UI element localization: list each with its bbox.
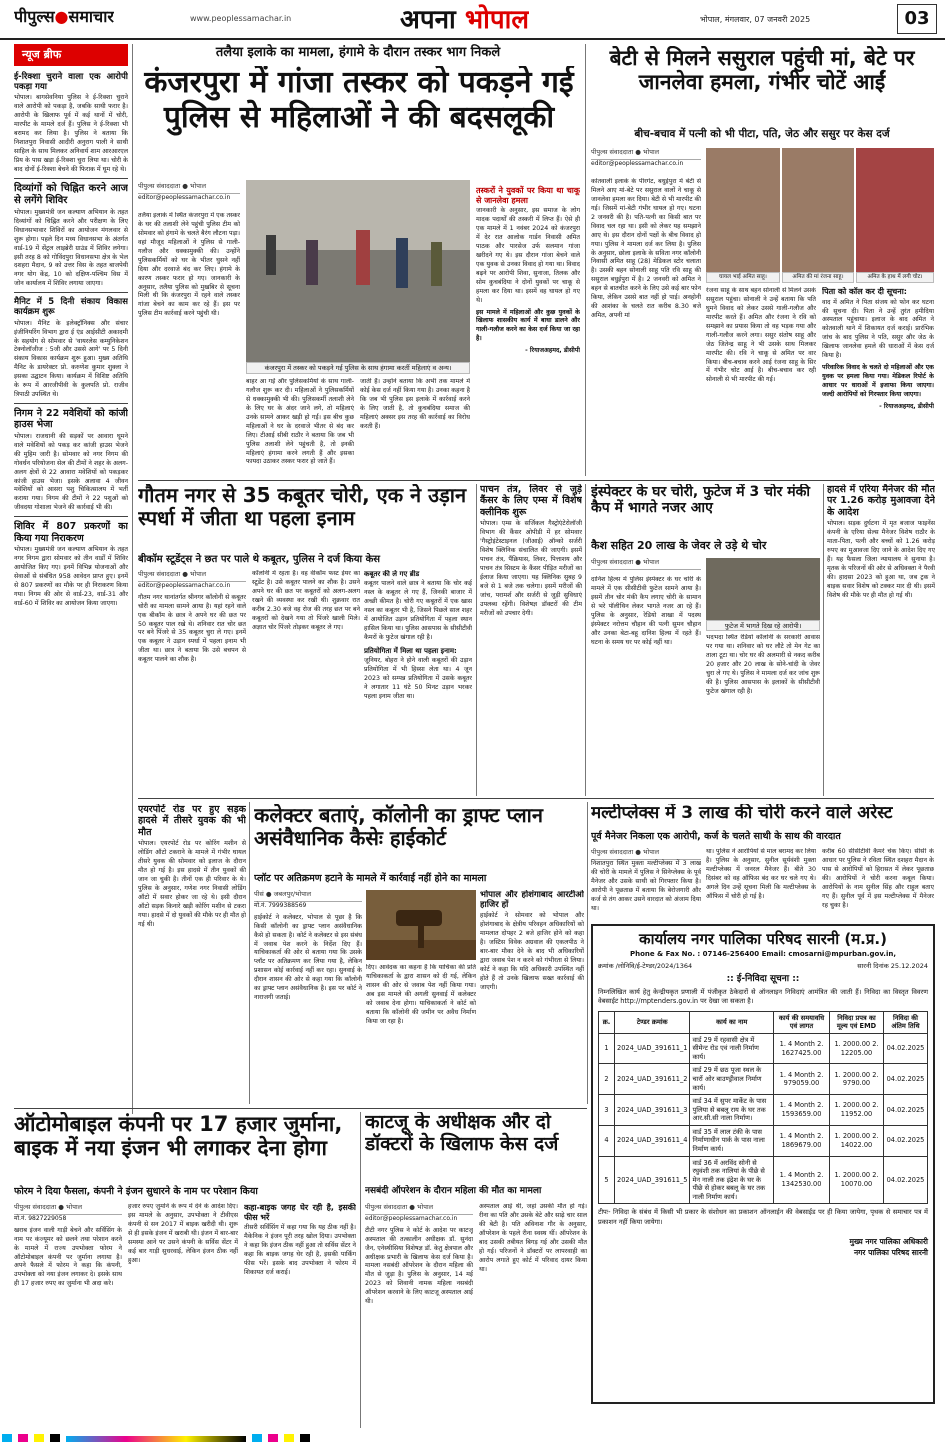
mother-side-body: वाद में अमित ने पिता संजय को फोन कर घटना की सूचना दी। पिता ने उन्हें तुरंत हमीदिया अस्पताल पहुंचाया। इलाज के बाद अमित ने कोतवाली थाने में शिकायत दर्ज कराई। प्रारंभिक जांच के बाद पुलिस ने पति, ससुर और जेठ के खिलाफ जानलेवा हमले की धाराओं में केस दर्ज किया है। bbox=[822, 298, 934, 360]
cell-tender: 2024_UAD_391611_5 bbox=[615, 1156, 690, 1204]
colony-side-body: हाईकोर्ट ने सोमवार को भोपाल और होशंगाबाद के क्षेत्रीय परिवहन अधिकारियों को मामलात दोपहर 2 बजे हाजिर होने को कहा है। जस्टिस विवेक अग्रवाल की एकलपीठ ने बार-बार मौका देने के बाद भी अधिकारियों द्वारा जवाब पेश न करने को गंभीरता से लिया। कोर्ट ने कहा कि यदि अधिकारी उपस्थित नहीं होते हैं तो उनके खिलाफ सख्त कार्रवाई की जाएगी। bbox=[480, 912, 584, 991]
pigeon-col-2: कॉलोनी में रहता है। वह वीकॉम फस्ट ईयर का स्टूडेंट है। उसे कबूतर पालने का शौक है। उसने अपने घर की छत पर कबूतरों को अलग-अलग रखने की व्यवस्था कर रखी थी। शुक्रवार रात करीब 2.30 बजे वह रोज की तरह छत पर बने कबूतरों को देखने गया तो पिंजरे खाली मिले। अज्ञात चोर पिंजरे तोड़कर कबूतर ले गए। bbox=[252, 570, 360, 631]
colony-side-column bbox=[480, 890, 584, 1104]
cell-no: 3 bbox=[599, 1095, 615, 1126]
cell-fee: 1. 2000.00 2. 9790.00 bbox=[830, 1064, 884, 1095]
brief-body: भोपाल। मैनिट के इलेक्ट्रॉनिक्स और संचार इंजीनियरिंग विभाग द्वारा ई एंड आईसीटी अकादमी के सहयोग से सोमवार से 'वायरलेस कम्युनिकेशन टेक्नोलॉजीज : 5जी और उससे आगे' पर 5 दिनी संकाय विकास कार्यक्रम शुरू हुआ। मुख्य अतिथि मैनिट के डायरेक्टर प्रो. करुणेश कुमार शुक्ला ने इसका उद्घाटन किया। कार्यक्रम में विशिष्ट अतिथि के रूप में आरजीपीवी के कुलपति प्रो. राजीव त्रिपाठी उपस्थित थे। bbox=[14, 319, 128, 399]
lead-sign: - रियाजअहमद, डीसीपी bbox=[525, 347, 580, 355]
pigeon-col-3-body: कबूतर पालने वाले छात्र ने बताया कि चोर कई नस्ल के कबूतर ले गए हैं, जिनकी बाजार में अच्छी कीमत है। चोरी गए कबूतरों में एक खास नस्ल का कबूतर भी है, जिसने पिछले साल शहर में आयोजित उड़ान प्रतियोगिता में पहला स्थान हासिल किया था। पुलिस आसपास के सीसीटीवी कैमरों के फुटेज खंगाल रही है। bbox=[364, 580, 472, 642]
mall-col-1-body: निशातपुरा स्थित मुक्ता मल्टीप्लेक्स में 3 लाख की चोरी के मामले में पुलिस ने सिनेप्लेक्स के पूर्व मैनेजर और उसके साथी को गिरफ्तार किया है। आरोपी ने पूछताछ में बताया कि बेरोजगारी और कर्ज से तंग आकर उसने वारदात को अंजाम दिया था। bbox=[591, 860, 701, 912]
cell-work: वार्ड 34 में सुपर मार्केट के पास पुलिया से बबलू राय के घर तक आर.सी.सी नाला निर्माण। bbox=[690, 1095, 774, 1126]
brief-item bbox=[14, 297, 128, 400]
auto-col-3 bbox=[244, 1203, 356, 1427]
mother-side-column bbox=[822, 287, 934, 478]
cell-tender: 2024_UAD_391611_4 bbox=[615, 1125, 690, 1156]
cell-no: 5 bbox=[599, 1156, 615, 1204]
brief-headline: निगम ने 22 मवेशियों को कांजी हाउस भेजा bbox=[14, 408, 128, 431]
cell-date: 04.02.2025 bbox=[884, 1095, 928, 1126]
cell-period: 1. 4 Month 2. 979059.00 bbox=[774, 1064, 830, 1095]
column-header: टेण्डर क्रमांक bbox=[615, 1011, 690, 1033]
tender-table bbox=[598, 1011, 928, 1205]
mall-headline: मल्टीप्लेक्स में 3 लाख की चोरी करने वाले अरेस्ट bbox=[591, 804, 893, 823]
cell-period: 1. 4 Month 2. 1627425.00 bbox=[774, 1033, 830, 1064]
column-header: क्र. bbox=[599, 1011, 615, 1033]
auto-col-3-subhead: कहा-बाइक जगह घेर रही है, इसकी फीस भरें bbox=[244, 1203, 356, 1222]
byline: पीपुल्स संवाददाता ● भोपाल bbox=[138, 570, 246, 582]
notice-ref-row bbox=[598, 962, 928, 971]
tender-notice bbox=[591, 924, 935, 1404]
pigeon-col-1 bbox=[138, 570, 246, 792]
cell-fee: 1. 2000.00 2. 10070.00 bbox=[830, 1156, 884, 1204]
auto-col-1-body: खराब इंजन वाली गाड़ी बेचने और सर्विसिंग के नाम पर कंज्यूमर को छलने तथा परेशान करने के मामले में राज्य उपभोक्ता फोरम ने ऑटोमोबाइल कंपनी पर जुर्माना लगाया है। अपने फैसले में फोरम ने कहा कि कंपनी, उपभोक्ता को नया इंजन लगाकर दे। इसके साथ ही 17 हजार रुपए का जुर्माना भी अदा करे। bbox=[14, 1226, 122, 1288]
cell-period: 1. 4 Month 2. 1593659.00 bbox=[774, 1095, 830, 1126]
colony-subhead: प्लॉट पर अतिक्रमण हटाने के मामले में कार्रवाई नहीं होने का मामला bbox=[254, 873, 487, 884]
lead-byline-block bbox=[138, 182, 240, 210]
black-swatch bbox=[300, 1434, 310, 1442]
notice-label: :: ई-निविदा सूचना :: bbox=[726, 974, 800, 985]
lead-kicker: तलैया इलाके का मामला, हंगामे के दौरान तस्कर भाग निकले bbox=[215, 45, 501, 60]
notice-sign-2: नगर पालिका परिषद सारनी bbox=[854, 1247, 928, 1257]
section-divider bbox=[14, 1108, 587, 1109]
cell-no: 1 bbox=[599, 1033, 615, 1064]
dateline: भोपाल, मंगलवार, 07 जनवरी 2025 bbox=[700, 15, 811, 24]
cyan-swatch bbox=[2, 1434, 12, 1442]
masthead bbox=[0, 0, 945, 40]
mall-col-1 bbox=[591, 848, 701, 920]
byline: पीपुल्स संवाददाता ● भोपाल bbox=[365, 1203, 473, 1215]
inspector-subhead: कैश सहित 20 लाख के जेवर ले उड़े थे चोर bbox=[591, 539, 767, 552]
brief-headline: दिव्यांगों को चिह्नित करने आज से लगेंगे शिविर bbox=[14, 182, 128, 206]
airport-headline: एयरपोर्ट रोड पर हुए सड़क हादसे में तीसरे युवक की भी मौत bbox=[138, 804, 246, 838]
brief-item bbox=[14, 183, 128, 289]
cell-tender: 2024_UAD_391611_2 bbox=[615, 1064, 690, 1095]
cell-date: 04.02.2025 bbox=[884, 1156, 928, 1204]
cell-fee: 1. 2000.00 2. 11952.00 bbox=[830, 1095, 884, 1126]
byline-email: editor@peoplessamachar.co.in bbox=[591, 160, 684, 168]
colony-headline: कलेक्टर बताएं, कॉलोनी का ड्राफ्ट प्लान असंवैधानिक कैसेः हाईकोर्ट bbox=[254, 804, 543, 850]
colony-col-1 bbox=[254, 890, 362, 1104]
mall-col-2: था। पुलिस ने आरोपियों से माल बरामद कर लिया है। पुलिस के अनुसार, सुनील सूर्यवंशी मुक्ता मल्टीप्लेक्स में जनरल मैनेजर हैं। बीते 30 दिसंबर को वह ऑफिस बंद कर घर चले गए थे। अगले दिन उन्हें सूचना मिली कि मल्टीप्लेक्स के ऑफिस में चोरी हो गई है। bbox=[706, 848, 816, 900]
lead-col-3: जाती हैं। उन्होंने बताया कि अभी तक मामले में कोई केस दर्ज नहीं किया गया है। उनका कहना है कि जब भी पुलिस इस इलाके में कार्रवाई करने के लिए जाती है, तो कुचबंदिया समाज की महिलाएं अक्सर इस तरह की कार्रवाई का विरोध करती हैं। bbox=[360, 378, 470, 430]
news-brief-column bbox=[14, 68, 128, 1108]
cancer-body: भोपाल। एम्स के सर्जिकल गैस्ट्रोएंटेरोलॉजी विभाग की कैंसर ओपीडी में हर सोमवार 'गैस्ट्रोइंटेस्टाइनल (जीआई) ऑन्को सर्जरी विशेष क्लिनिक संचालित की जाएगी। इसमें पाचन तंत्र, पैंक्रियास, लिवर, पित्ताशय और पाचन तंत्र सिस्टम के कैंसर पीड़ित मरीजों का ईलाज किया जाएगा। यह क्लिनिक सुबह 9 बजे से 1 बजे तक चलेगा। इसमें मरीजों की जांच, परामर्श और सर्जरी से जुड़ी सुविधाएं उपलब्ध रहेंगी। विशेषज्ञ डॉक्टरों की टीम मरीजों को उपचार देगी। bbox=[480, 520, 582, 617]
photo-caption-1: घायल भाई अमित साहू। bbox=[706, 272, 780, 283]
lead-col-1: तलैया इलाके में स्थित कंजरपुरा में एक तस्कर के घर की तलाशी लेने पहुंची पुलिस टीम को सोमवार को हंगामे के चलते बैरंग लौटना पड़ा। वहां मौजूद महिलाओं ने पुलिस से गाली-गलौज और धक्कामुक्की की। उन्होंने पुलिसकर्मियों को घर के भीतर घुसने नहीं दिया और दरवाजे बंद कर लिए। हंगामे के कारण तस्कर फरार हो गए। जानकारी के अनुसार, तलैया पुलिस को मुखबिर से सूचना मिली थी कि कंजरपुरा में रहने वाले तस्कर गांजा बेचने का काम कर रहे हैं। इस पर पुलिस टीम कार्रवाई करने पहुंची थी। bbox=[138, 212, 240, 318]
divider bbox=[14, 516, 128, 517]
inspector-col-1: दानिश हिल्स में पुलिस इंस्पेक्टर के घर चोरी के मामले में एक सीसीटीवी फुटेज सामने आया है। इसमें तीन चोर मंकी कैप लगाए चोरी के सामान से भरे पॉलीथिन लेकर भागते नजर आ रहे हैं। पुलिस के अनुसार, रेडियो शाखा में पदस्थ इंस्पेक्टर नरोत्तम चौहान की पत्नी सुमन चौहान और उनका बेटा-बहू दानिश हिल्स में रहते हैं। घटना के समय घर पर कोई नहीं था। bbox=[591, 576, 701, 646]
cctv-photo bbox=[706, 558, 820, 620]
inspector-byline-block bbox=[591, 558, 701, 572]
brief-body: भोपाल। राजधानी की सड़कों पर आवारा घूमने वाले मवेशियों को पकड़ कर कांजी हाउस भेजने की मुहिम जारी है। सोमवार को नगर निगम की गोवर्धन परियोजना सेल की टीमों ने शहर के अलग-अलग क्षेत्रों से 22 आवारा मवेशियों को पकड़कर कांजी हाउस भेजा। इसके अलावा 4 जीवन मवेशियों को आसरा पशु चिकित्सालय में भर्ती कराया गया। निगम की टीमों ने 22 पशुओं को जीवदया गोशाला भेजने की कार्रवाई भी की। bbox=[14, 432, 128, 512]
street-scene-image bbox=[246, 180, 470, 362]
page-number: 03 bbox=[897, 4, 937, 34]
notice-date: सारनी दिनांक 25.12.2024 bbox=[857, 961, 928, 970]
brief-headline: ई-रिक्शा चुराने वाला एक आरोपी पकड़ा गया bbox=[14, 72, 128, 93]
divider bbox=[14, 403, 128, 404]
pigeon-subhead: बीकॉम स्टूडेंट्स ने छत पर पाले थे कबूतर, पुलिस ने दर्ज किया केस bbox=[138, 554, 381, 565]
section-divider bbox=[138, 480, 934, 481]
byline: पीपुल्स संवाददाता ● भोपाल bbox=[591, 148, 701, 160]
auto-subhead: फोरम ने दिया फैसला, कंपनी ने इंजन सुधारने के नाम पर परेशान किया bbox=[14, 1186, 258, 1197]
yellow-swatch bbox=[34, 1434, 44, 1442]
pigeon-col-3-body-2: जूनियर, बोहरा ने होने वाली कबूतरों की उड़ान प्रतियोगिता में भी हिस्सा लेता था। 4 जून 2023 को सम्पन्न प्रतियोगिता में उसके कबूतर ने लगातार 11 घंटे 50 मिनट उड़ान भरकर पहला इनाम जीता था। bbox=[364, 657, 472, 701]
section-divider bbox=[138, 798, 934, 799]
cell-work: वार्ड 35 में लाल टंकी के पास निर्माणाधीन पार्क के पास नाला निर्माण कार्य। bbox=[690, 1125, 774, 1156]
column-rule bbox=[585, 484, 586, 796]
cctv-photo-caption: फुटेज में भागते दिख रहे आरोपी। bbox=[706, 620, 820, 631]
katju-col-1 bbox=[365, 1203, 473, 1427]
cell-work: वार्ड 29 में छठ पूजा स्थल के चारों ओर बाउण्ड्रीवाल निर्माण कार्य। bbox=[690, 1064, 774, 1095]
mother-sign: - रियाजअहमद, डीसीपी bbox=[879, 402, 934, 410]
brief-item bbox=[14, 408, 128, 513]
mall-col-3: करीब 60 सीसीटीवी कैमरे चेक किए। सीसी के आधार पर पुलिस ने रविता स्थित दशहरा मैदान के पास से आरोपियों को हिरासत में लेकर पूछताछ की। आरोपियों ने चोरी करना कबूल किया। आरोपियों के नाम सुनील सिंह और राहुल बताए गए हैं। सुनील पूर्व में इस मल्टीप्लेक्स में मैनेजर रह चुका है। bbox=[822, 848, 934, 909]
section-title: अपना भोपाल bbox=[400, 5, 530, 35]
auto-headline: ऑटोमोबाइल कंपनी पर 17 हजार जुर्माना, बाइक में नया इंजन भी लगाकर देना होगा bbox=[14, 1112, 343, 1161]
column-rule bbox=[360, 1112, 361, 1428]
table-row bbox=[599, 1064, 928, 1095]
colony-col-1-body: हाईकोर्ट ने कलेक्टर, भोपाल से पूछा है कि किसी कॉलोनी का ड्राफ्ट प्लान असंवैधानिक कैसे हो सकता है। कोर्ट ने कलेक्टर से इस संबंध में जवाब पेश करने के निर्देश दिए हैं। याचिकाकर्ता की ओर से बताया गया कि उसके प्लॉट पर अतिक्रमण कर लिया गया है, लेकिन प्रशासन कोई कार्रवाई नहीं कर रहा। सुनवाई के दौरान शासन की ओर से कहा गया कि कॉलोनी का ड्राफ्ट प्लान असंवैधानिक है। इस पर कोर्ट ने नाराजगी जताई। bbox=[254, 913, 362, 1002]
color-bar bbox=[66, 1436, 246, 1442]
brief-body: भोपाल। मुख्यमंत्री जन कल्याण अभियान के तहत नगर निगम द्वारा सोमवार को तीन वार्डों में शिविर आयोजित किए गए। इनमें विभिन्न योजनाओं और सेवाओं से संबंधित 958 आवेदन प्राप्त हुए। इनमें से 807 प्रकरणों का मौके पर ही निराकरण किया गया। निगम की ओर से वार्ड-23, वार्ड-31 और वार्ड-60 में शिविर का आयोजन किया जाएगा। bbox=[14, 546, 128, 607]
byline-email: editor@peoplessamachar.co.in bbox=[365, 1215, 458, 1223]
divider bbox=[14, 292, 128, 293]
paper-logo: पीपुल्स●समाचार bbox=[14, 7, 114, 26]
photo-caption-2: अमित की मां रंजना साहू। bbox=[782, 272, 854, 283]
column-header: कार्य की समयावधि एवं लागत bbox=[774, 1011, 830, 1033]
tender-table-header bbox=[599, 1011, 928, 1033]
mother-side-note: परिवारिक विवाद के चलते दो महिलाओं और एक युवक पर हमला किया गया। मेडिकल रिपोर्ट के आधार पर धाराओं में इजाफा किया जाएगा। जल्दी आरोपियों को गिरफ्तार किया जाएगा। bbox=[822, 364, 934, 398]
lead-side-subhead: तस्करों ने युवकों पर किया था चाकू से जानलेवा हमला bbox=[476, 186, 580, 205]
cell-date: 04.02.2025 bbox=[884, 1125, 928, 1156]
mother-side-head: पिता को कॉल कर दी सूचना: bbox=[822, 287, 907, 296]
victim-photo-1 bbox=[706, 148, 780, 272]
notice-signatory bbox=[598, 1237, 928, 1258]
airport-body: भोपाल। एयरपोर्ट रोड पर कोरिंग मशीन से लोडिंग ऑटो टकराने के मामले में गंभीर घायल तीसरे युवक की सोमवार को इलाज के दौरान मौत हो गई है। इस हादसे में तीन युवकों की जान जा चुकी है। तीनों एक ही परिवार के थे। पुलिस के अनुसार, गणेश नगर निवासी लोडिंग ऑटो में सवार होकर जा रहे थे। इसी दौरान ऑटो सड़क किनारे खड़ी कोरिंग मशीन से टकरा गया। हादसे में दो युवकों की मौके पर ही मौत हो गई थी। bbox=[138, 840, 246, 928]
mall-subhead: पूर्व मैनेजर निकला एक आरोपी, कर्ज के चलते साथी के साथ की वारदात bbox=[591, 831, 841, 842]
cell-work: वार्ड 36 में अरविंद सोनी से रघुवंशी तक नालियां के पीछे से मेन नाली तक इंद्रेश के घर के पीछे से होकर बबलू के घर तक नाली निर्माण कार्य। bbox=[690, 1156, 774, 1204]
cell-work: वार्ड 29 में रहवासी क्षेत्र में सीमेन्ट रोड एवं नाली निर्माण कार्य। bbox=[690, 1033, 774, 1064]
magenta-swatch bbox=[18, 1434, 28, 1442]
byline: पीपुल्स संवाददाता ● भोपाल bbox=[591, 558, 701, 570]
auto-col-1 bbox=[14, 1203, 122, 1427]
lead-photo bbox=[246, 180, 470, 362]
divider bbox=[14, 178, 128, 179]
magenta-swatch bbox=[268, 1434, 278, 1442]
colony-col-2: दिए। आवेदक का कहना है कि याचिका की प्रति याचिकाकर्ता के द्वारा शासन को दी गई, लेकिन शासन की ओर से जवाब पेश नहीं किया गया। अब इस मामले की अगली सुनवाई में कलेक्टर को जवाब देना होगा। याचिकाकर्ता ने कोर्ट को बताया कि कॉलोनी की जमीन पर अवैध निर्माण किया जा रहा है। bbox=[366, 964, 476, 1025]
gavel-image bbox=[366, 890, 476, 960]
yellow-swatch bbox=[284, 1434, 294, 1442]
cell-fee: 1. 2000.00 2. 14022.00 bbox=[830, 1125, 884, 1156]
victim-photo-3 bbox=[856, 148, 934, 272]
auto-col-3-body: तीसरी सर्विसिंग में कहा गया कि यह ठीक नहीं है। मैकेनिक ने इंजन पूरी तरह खोल दिया। उपभोक्ता ने कहा कि इंजन ठीक नहीं हुआ तो सर्विस सेंटर ने कहा कि बाइक जगह घेर रही है, इसकी पार्किंग फीस भरें। इसके बाद उपभोक्ता ने फोरम में शिकायत दर्ज कराई। bbox=[244, 1224, 356, 1276]
lead-photo-caption: कंजरपुरा में तस्कर को पकड़ने गई पुलिस के साथ हंगामा करतीं महिलाएं व अन्य। bbox=[246, 362, 470, 374]
byline-phone: मो.नं. 9827229058 bbox=[14, 1215, 67, 1223]
cell-date: 04.02.2025 bbox=[884, 1033, 928, 1064]
column-header: निविदा की अंतिम तिथि bbox=[884, 1011, 928, 1033]
inspector-col-2: भदभदा स्थित रेडियो कॉलोनी के सरकारी आवास पर गया था। शनिवार को घर लौटे तो मेन गेट का ताला टूटा था। चोर घर की अलमारी से नकद करीब 20 हजार और 20 लाख के सोने-चांदी के जेवर चुरा ले गए थे। पुलिस ने मामला दर्ज कर जांच शुरू की है। पुलिस आसपास के इलाकों के सीसीटीवी फुटेज खंगाल रही है। bbox=[706, 634, 820, 695]
byline-email: editor@peoplessamachar.co.in bbox=[138, 582, 231, 590]
column-rule bbox=[132, 44, 133, 1114]
pigeon-col-3 bbox=[364, 570, 472, 792]
notice-ref: क्रमांक /लोनिवि/ई-टेण्डर/2024/1364 bbox=[598, 961, 693, 970]
mother-subhead: बीच-बचाव में पत्नी को भी पीटा, पति, जेठ और ससुर पर केस दर्ज bbox=[634, 128, 890, 140]
katju-subhead: नसबंदी ऑपरेशन के दौरान महिला की मौत का मामला bbox=[365, 1186, 542, 1196]
accident-body: भोपाल। सड़क दुर्घटना में मृत बजाज फाइनेंस कंपनी के एरिया सेल्स मैनेजर विशेष राठौर के माता-पिता, पत्नी और बच्चों को 1.26 करोड़ रुपए का मुआवजा दिए जाने के आदेश दिए गए हैं। यह फैसला जिला न्यायालय ने सुनाया है। मृतक के परिजनों की ओर से अधिवक्ता ने पैरवी की। हादसा 2023 को हुआ था, जब ट्रक ने बाइक सवार विशेष को टक्कर मार दी थी। इसमें विशेष की मौके पर ही मौत हो गई थी। bbox=[827, 520, 935, 599]
cell-fee: 1. 2000.00 2. 12205.00 bbox=[830, 1033, 884, 1064]
lead-side-note: इस मामले में महिलाओं और कुछ युवकों के खिलाफ शासकीय कार्य में बाधा डालने और गाली-गलौज करने का केस दर्ज किया जा रहा है। bbox=[476, 308, 580, 343]
lead-side-body: जानकारी के अनुसार, इस समाज के लोग मादक पदार्थों की तस्करी में लिप्त हैं। ऐसे ही एक मामले में 1 नवंबर 2024 को कंजरपुरा में देर रात आलोक गार्डन निवासी अमित पाठक और पारसेज उर्फ सलमान गांजा खरीदने गए थे। इस दौरान गांजा बेचने वाले एक युवक से उनका विवाद हो गया था। विवाद बढ़ने पर आरोपी शिवा, सुनाजा, तिलक और सोम कुचबंदिया ने दोनों युवकों पर चाकू से हमला कर दिया था। इसमें वह घायल हो गए थे। bbox=[476, 207, 580, 304]
column-header: निविदा प्रपत्र का मूल्य एवं EMD bbox=[830, 1011, 884, 1033]
byline-phone: मो.नं. 7999388569 bbox=[254, 902, 307, 910]
cell-no: 4 bbox=[599, 1125, 615, 1156]
column-header: कार्य का नाम bbox=[690, 1011, 774, 1033]
mother-headline: बेटी से मिलने ससुराल पहुंची मां, बेटे पर जानलेवा हमला, गंभीर चोटें आईं bbox=[609, 46, 915, 95]
auto-col-2: हजार रुपए जुर्माने के रूप में देने के आदेश दिए। इस मामले के अनुसार, उपभोक्ता ने टीवीएस कंपनी से सन 2017 में बाइक खरीदी थी। शुरू से ही इसके इंजन में खराबी थी। इंजन में बार-बार समस्या आने पर उसने कंपनी के सर्विस सेंटर में कई बार गाड़ी सुधरवाई, लेकिन इंजन ठीक नहीं हुआ। bbox=[128, 1203, 238, 1264]
colony-side-subhead: भोपाल और होशंगाबाद आरटीओ हाजिर हों bbox=[480, 890, 584, 911]
gavel-photo bbox=[366, 890, 476, 960]
pigeon-col-3-subhead-2: प्रतियोगिता में मिला था पहला इनाम: bbox=[364, 646, 457, 655]
byline: पीपुल्स संवाददाता ● भोपाल bbox=[138, 182, 240, 194]
katju-headline: काटजू के अधीक्षक और दो डॉक्टरों के खिलाफ केस दर्ज bbox=[365, 1112, 559, 1155]
cell-period: 1. 4 Month 2. 1869679.00 bbox=[774, 1125, 830, 1156]
pigeon-col-1-body: गौतम नगर थानांतर्गत श्रीनगर कॉलोनी से कबूतर चोरी का मामला सामने आया है। यहां रहने वाले एक बीकॉम के छात्र ने अपने घर की छत पर 50 कबूतर पाल रखे थे। शनिवार रात चोर छत पर बने पिंजरे से 35 कबूतर चुरा ले गए। इनमें एक कबूतर ने उड़ान स्पर्धा में पहला इनाम भी जीता था। छात्र ने बताया कि उसे बचपन से कबूतर पालने का शौक है। bbox=[138, 593, 246, 664]
column-rule bbox=[823, 484, 824, 796]
cell-no: 2 bbox=[599, 1064, 615, 1095]
news-brief-band: न्यूज ब्रीफ bbox=[14, 44, 128, 66]
registration-strip bbox=[0, 1432, 945, 1444]
pigeon-col-3-subhead: कबूतर की ले गए ब्रीड bbox=[364, 570, 420, 578]
byline: पीसं ● जबलपुर/भोपाल bbox=[254, 890, 362, 902]
column-rule bbox=[249, 802, 250, 1104]
lead-col-2: बाहर आ गईं और पुलिसकर्मियों के साथ गाली-गलौज शुरू कर दी। महिलाओं ने पुलिसकर्मियों से धक्कामुक्की भी की। पुलिसकर्मी तलाशी लेने के लिए घर के अंदर जाने लगे, तो महिलाएं उनके सामने आकर खड़ी हो गईं। इस बीच कुछ महिलाओं ने घर के दरवाजे भीतर से बंद कर लिए। टीआई सीबी राठौर ने बताया कि जब भी पुलिस तलाशी लेने पहुंचती है, तो इनकी महिलाएं हंगामा करने लगती हैं और इसका फायदा उठाकर तस्कर फरार हो जाते हैं। bbox=[246, 378, 354, 466]
cell-tender: 2024_UAD_391611_3 bbox=[615, 1095, 690, 1126]
brief-body: भोपाल। बागसेवनिया पुलिस ने ई-रिक्शा चुराने वाले आरोपी को पकड़ा है, जबकि साथी फरार है। आरोपी के खिलाफ पूर्व में कई थानों में चोरी, मारपीट के मामले दर्ज हैं। पुलिस ने ई-रिक्शा भी बरामद कर लिया है। पुलिस ने बताया कि निशातपुरा निवासी आदीरी अनुराग पाली ने साथी साहिल के साथ मिलकर अनिवार्य शाम आरआरएल प्रिय के पास खड़ा ई-रिक्शा चुरा लिया था। चोरी के बाद दोनों ई-रिक्शा बेचने की फिराक में घूम रहे थे। bbox=[14, 94, 128, 173]
cell-period: 1. 4 Month 2. 1342530.00 bbox=[774, 1156, 830, 1204]
notice-footnote: टीपः- निविदा के संबंध में किसी भी प्रकार के संशोधन का प्रकाशन ऑनलाईन की वेबसाईड पर ही किया जायेगा, पृथक से समाचार पत्र में प्रकाशन नहीं किया जायेगा। bbox=[598, 1208, 928, 1226]
table-row bbox=[599, 1095, 928, 1126]
mother-col-1: कोतवाली इलाके के पीरगेट, बधुईपुरा में बेटी से मिलने आए मां-बेटे पर ससुराल वालों ने चाकू से जानलेवा हमला कर दिया। बेटी से भी मारपीट की गई। जिसमें मां-बेटी गंभीर घायल हो गए। घटना 2 जनवरी की है। पति-पत्नी का किसी बात पर विवाद चल रहा था। इसी को लेकर यह समझाने आए थे। इस दौरान दोनों पक्षों के बीच विवाद हो गया। पुलिस ने मामला दर्ज कर लिया है। पुलिस के अनुसार, छोला इलाके के सविता नगर कॉलोनी निवासी अमित साहू (28) मेडिकल स्टोर चलाता है। उसकी बहन सोनाली साहू पति रवि साहू की ससुराल बधुईपुरा में है। 2 जनवरी को अमित ने बहन से बातचीत करने के लिए उसे कई बार फोन किया, लेकिन उससे बात नहीं हो पाई। अनहोनी की आशंका के चलते रात करीब 8.30 बजे अमित, अपनी मां bbox=[591, 178, 701, 320]
brief-body: भोपाल। मुख्यमंत्री जन कल्याण अभियान के तहत दिव्यांगों को चिह्नित करने और परीक्षण के लिए विधानसभावार शिविरों का आयोजन मंगलवार से शुरू होगा। पहले दिन मध्य विधानसभा के अंतर्गत वार्ड-19 में सेंट्रल लाइब्रेरी ग्राउंड में शिविर लगेगा। इसी तरह 8 को गोविंदपुरा विधानसभा क्षेत्र के भेल दशहरा मैदान, 9 को उत्तर विस के तहत बाजपेयी नगर योग केंद्र, 10 को दक्षिण-पश्चिम विस में जोन कार्यालय में शिविर लगाया जाएगा। bbox=[14, 208, 128, 288]
brief-item bbox=[14, 72, 128, 175]
table-row bbox=[599, 1156, 928, 1204]
notice-contact: Phone & Fax No. : 07146-256400 Email: cmosarni@mpurban.gov.in, bbox=[629, 950, 897, 958]
black-swatch bbox=[50, 1434, 60, 1442]
cyan-swatch bbox=[252, 1434, 262, 1442]
victim-photo-2 bbox=[782, 148, 854, 272]
lead-side-column bbox=[476, 182, 580, 480]
column-rule bbox=[587, 802, 588, 1104]
brief-headline: मैनिट में 5 दिनी संकाय विकास कार्यक्रम शुरू bbox=[14, 297, 128, 318]
byline: पीपुल्स संवाददाता ● भोपाल bbox=[14, 1203, 122, 1215]
airport-column bbox=[138, 804, 246, 1104]
column-rule bbox=[476, 484, 477, 796]
column-rule bbox=[585, 44, 586, 476]
brief-item bbox=[14, 521, 128, 608]
cell-tender: 2024_UAD_391611_1 bbox=[615, 1033, 690, 1064]
table-row bbox=[599, 1125, 928, 1156]
paper-url: www.peoplessamachar.in bbox=[190, 14, 292, 23]
katju-col-1-body: टीटी नगर पुलिस ने कोर्ट के आदेश पर काटजू अस्पताल की तत्कालीन अधीक्षक डॉ. सुनंदा जैन, एनेस्थीसिया विशेषज्ञ डॉ. केतु क्षेत्रपाल और अधीक्षक प्रभारी के खिलाफ केस दर्ज किया है। मामला नसबंदी ऑपरेशन के दौरान महिला की मौत से जुड़ा है। पुलिस के अनुसार, 14 मई 2023 को शिवानी नामक महिला नसबंदी ऑपरेशन करवाने के लिए काटजू अस्पताल आई थी। bbox=[365, 1226, 473, 1306]
byline: पीपुल्स संवाददाता ● भोपाल bbox=[591, 848, 701, 860]
accident-column bbox=[827, 484, 935, 796]
byline-email: editor@peoplessamachar.co.in bbox=[138, 194, 231, 202]
photo-caption-3: अमित के हाथ में लगी चोट। bbox=[856, 272, 934, 283]
notice-sign-1: मुख्य नगर पालिका अधिकारी bbox=[849, 1237, 928, 1247]
katju-col-2: अस्पताल आई थी, जहां उसकी मौत हो गई। रीना का पति और उसके बेटे और साढ़े चार साल की बेटी है। पति अविनाश गौर के अनुसार, ऑपरेशन के पहले रीना स्वस्थ थीं। ऑपरेशन के बाद उसकी तबीयत बिगड़ गई और उसकी मौत हो गई। परिजनों ने डॉक्टरों पर लापरवाही का आरोप लगाते हुए कोर्ट में परिवाद दायर किया था। bbox=[479, 1203, 587, 1273]
brief-headline: शिविर में 807 प्रकरणों का किया गया निराकरण bbox=[14, 521, 128, 544]
lead-headline: कंजरपुरा में गांजा तस्कर को पकड़ने गई पुलिस से महिलाओं ने की बदसलूकी bbox=[144, 66, 574, 135]
accident-headline: हादसे में एरिया मैनेजर की मौत पर 1.26 करोड़ मुआवजा देने के आदेश bbox=[827, 484, 935, 518]
cancer-column bbox=[480, 484, 582, 796]
cell-date: 04.02.2025 bbox=[884, 1064, 928, 1095]
mother-col-2: रंजना साहू के साथ बहन सोनाली से मिलने उसके ससुराल पहुंचा। सोनाली ने उन्हें बताया कि पति घुमने विवाद को लेकर उससे गाली-गलौज और मारपीट करते हैं। अमित और रंजना ने रवि को समझाने का प्रयास किया तो वह भड़क गया और गाली-गलौज करने लगा। ससुर संतोष साहू और जेठ जितेन्द्र साहू ने भी उसके साथ मिलकर मारपीट की। रवि ने चाकू से अमित पर वार किया। बीच-बचाव करने आई रंजना साहू के सिर में गंभीर चोट आई है। बीच-बचाव कर रही सोनाली से भी मारपीट की गई। bbox=[706, 287, 816, 384]
table-row bbox=[599, 1033, 928, 1064]
cancer-headline: पाचन तंत्र, लिवर से जुड़े कैंसर के लिए एम्स में विशेष क्लीनिक शुरू bbox=[480, 484, 582, 518]
pigeon-headline: गौतम नगर से 35 कबूतर चोरी, एक ने उड़ान स्पर्धा में जीता था पहला इनाम bbox=[138, 484, 467, 530]
notice-title: कार्यालय नगर पालिका परिषद सारनी (म.प्र.) bbox=[639, 930, 887, 948]
inspector-headline: इंस्पेक्टर के घर चोरी, फुटेज में 3 चोर मंकी कैप में भागते नजर आए bbox=[591, 484, 810, 517]
mother-byline-block bbox=[591, 148, 701, 174]
notice-intro: निम्नलिखित कार्य हेतु केन्द्रीयकृत प्रणाली में पंजीकृत ठेकेदारों से ऑनलाइन निविदाएं आमंत्रित की जाती हैं। निविदा का विस्तृत विवरण वेबसाईट http://mptenders.gov.in पर देखा जा सकता है। bbox=[598, 987, 928, 1006]
